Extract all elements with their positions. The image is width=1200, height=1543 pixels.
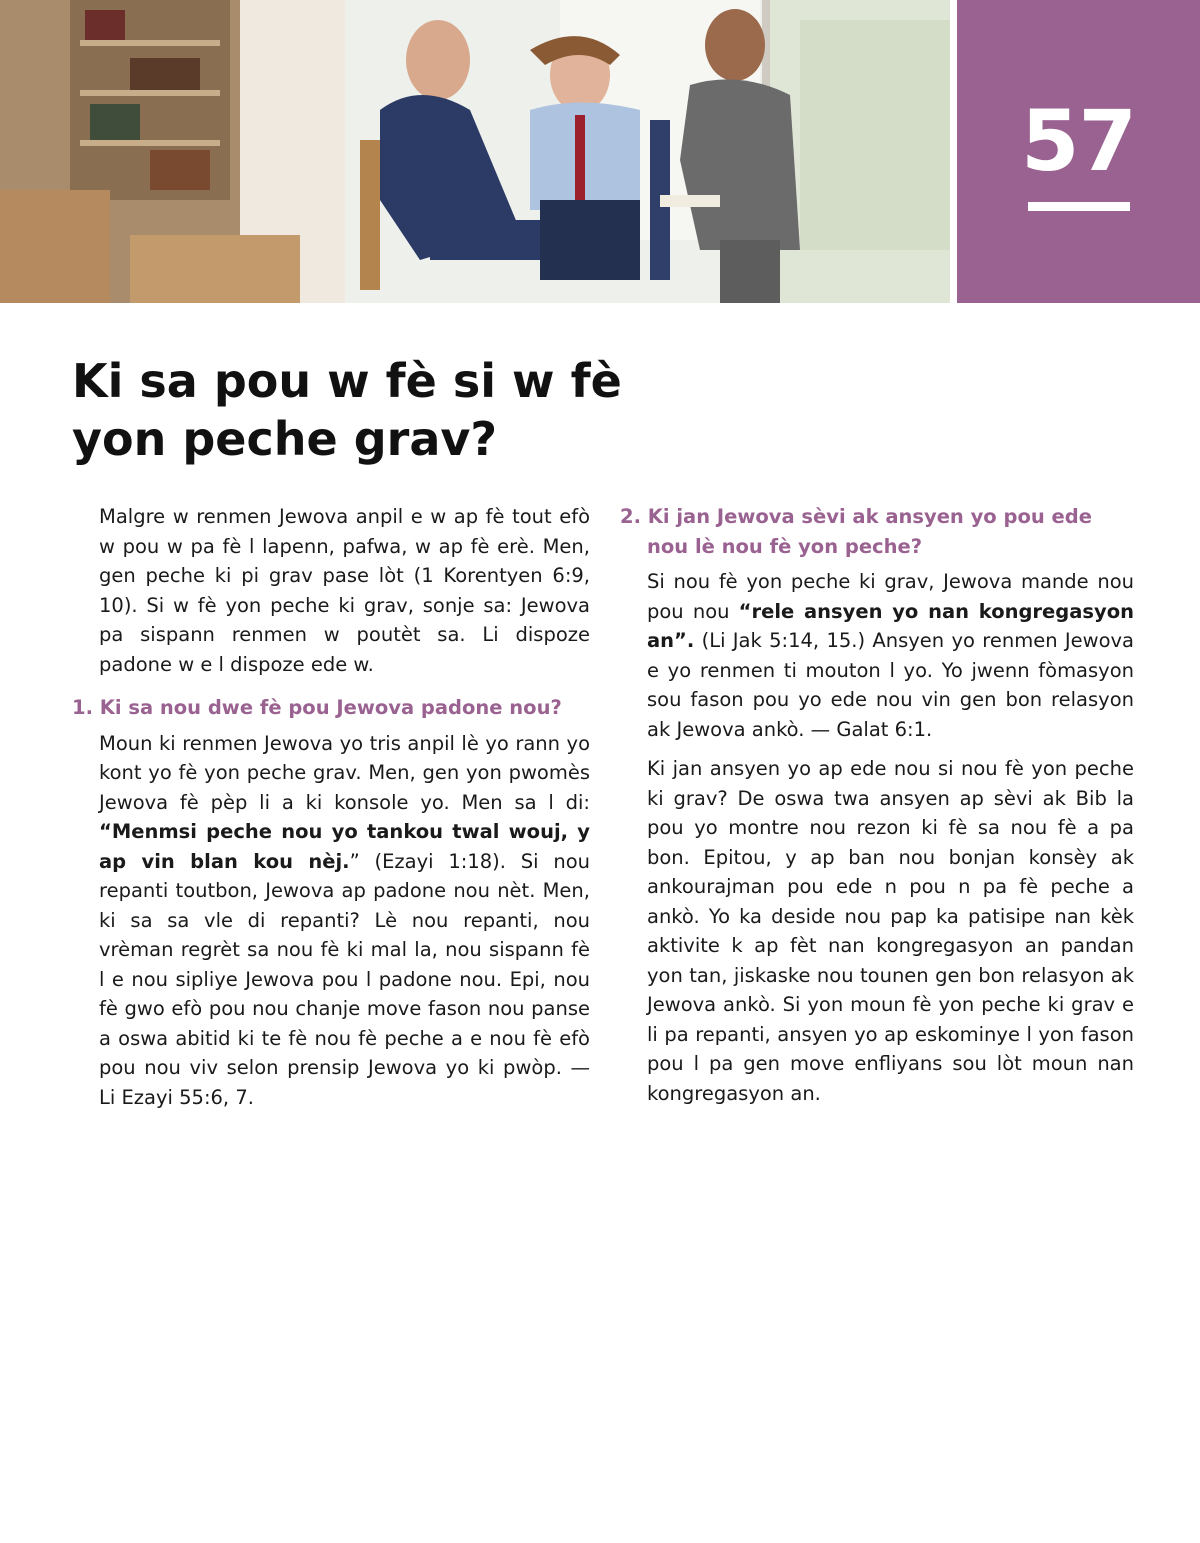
section-2-paragraph-2: Ki jan ansyen yo ap ede nou si nou fè yon peche ki grav? De oswa twa ansyen ap sèvi ak Bib la pou yo montre nou rezon ki fè sa nou fè a pa bon. Epitou, y ap ban nou bonjan konsèy ak ankourajman pou ede n pou n pa fè peche a ankò. Yo ka deside nou pap ka patisipe nan kèk aktivite k ap fèt nan kongregasyon an pandan yon tan, jiskaske nou tounen gen bon relasyon ak Jewova ankò. Si yon moun fè yon peche ki grav e li pa repanti, ansyen yo ap eskominye l yon fason pou l pa gen move enfliyans sou lòt moun nan kongregasyon an.: [647, 757, 1134, 1105]
section-2-paragraph-1: [620, 567, 1134, 744]
lesson-number: 57: [1021, 92, 1136, 190]
intro-paragraph: Malgre w renmen Jewova anpil e w ap fè tout efò w pou w pa fè l lapenn, pafwa, w ap fè erè. Men, gen peche ki pi grav pase lòt (1 Korentyen 6:9, 10). Si w fè yon peche ki grav, sonje sa: Jewova pa sispann renmen w poutèt sa. Li dispoze padone w e l dispoze ede w.: [99, 505, 590, 676]
lesson-number-box: [957, 0, 1200, 303]
section-1-text-b: ” (Ezayi 1:18). Si nou repanti toutbon, Jewova ap padone nou nèt. Men, ki sa sa vle di repanti? Lè nou repanti, nou vrèman regrèt sa nou fè ki mal la, nou sispann fè l e nou sipliye Jewova pou l padone nou. Epi, nou fè gwo efò pou nou chanje move fason nou panse a oswa abitid ki te fè nou fè peche a e nou fè efò pou nou viv selon prensip Jewova yo ki pwòp. — Li Ezayi 55:6, 7.: [99, 849, 590, 1109]
section-1-heading: 1. Ki sa nou dwe fè pou Jewova padone nou?: [72, 696, 562, 719]
section-2-text-a: Si nou fè yon peche ki grav, Jewova mande nou pou nou: [647, 570, 1134, 623]
section-2-heading: 2. Ki jan Jewova sèvi ak ansyen yo pou ede nou lè nou fè yon peche?: [620, 505, 1092, 558]
right-column: [620, 502, 1134, 1118]
meeting-photo-icon: [0, 0, 950, 303]
section-2-text-b: (Li Jak 5:14, 15.) Ansyen yo renmen Jewova e yo renmen ti mouton l yo. Yo jwenn fòmasyon sou fason pou yo ede nou vin gen bon relasyon ak Jewova ankò. — Galat 6:1.: [647, 629, 1134, 741]
header-photo: [0, 0, 950, 303]
section-1-text-a: Moun ki renmen Jewova yo tris anpil lè yo rann yo kont yo fè yon peche grav. Men, gen yon pwomès Jewova fè pèp li a ki konsole yo. Men sa l di:: [99, 731, 590, 814]
section-2-quote: “rele ansyen yo nan kongregasyon an”.: [647, 599, 1134, 652]
section-1-quote: “Menmsi peche nou yo tankou twal wouj, y ap vin blan kou nèj.: [99, 820, 590, 873]
left-column: [72, 502, 590, 1122]
page-title: Ki sa pou w fè si w fè yon peche grav?: [72, 354, 622, 466]
lesson-number-underline: [1028, 202, 1130, 211]
section-1-paragraph: [72, 729, 590, 1113]
